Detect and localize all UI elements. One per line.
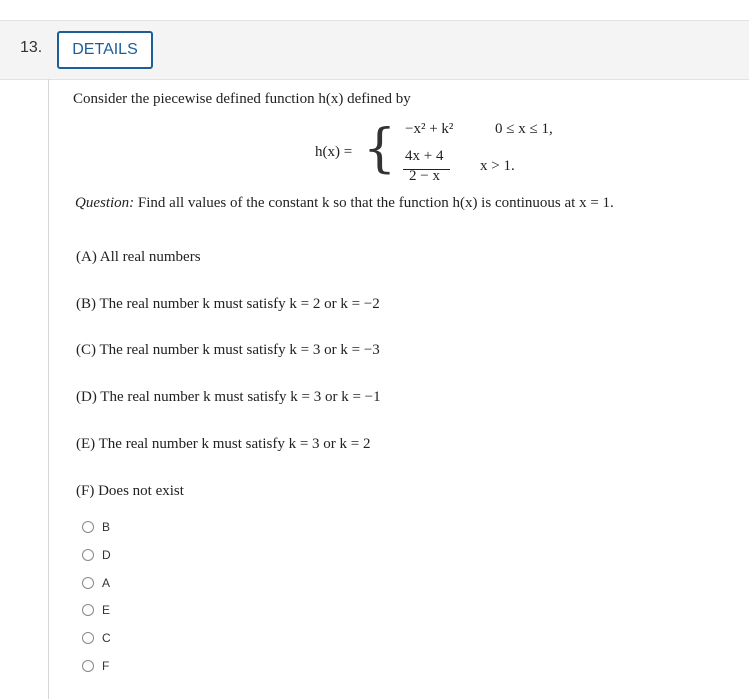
radio-button[interactable] [82, 632, 94, 644]
question-number: 13. [20, 39, 43, 56]
details-button[interactable]: DETAILS [57, 31, 153, 69]
piece1-condition: 0 ≤ x ≤ 1, [495, 121, 553, 137]
option-f: (F) Does not exist [76, 483, 184, 499]
question-line [75, 195, 614, 212]
radio-button[interactable] [82, 604, 94, 616]
choice-f[interactable] [82, 659, 109, 673]
option-e: (E) The real number k must satisfy k = 3 or k = 2 [76, 436, 371, 452]
option-c: (C) The real number k must satisfy k = 3 or k = −3 [76, 342, 380, 358]
choice-d[interactable] [82, 548, 111, 562]
choice-label[interactable]: E [102, 603, 111, 617]
question-text: Find all values of the constant k so that the function h(x) is continuous at x = 1. [137, 195, 614, 211]
option-a: (A) All real numbers [76, 249, 201, 265]
question-header [0, 20, 749, 80]
choice-label[interactable]: B [102, 520, 111, 534]
choice-b[interactable] [82, 520, 110, 534]
piece2-numerator: 4x + 4 [405, 148, 444, 164]
question-content [48, 79, 749, 699]
radio-button[interactable] [82, 549, 94, 561]
choice-a[interactable] [82, 576, 110, 590]
question-label: Question: [75, 195, 135, 211]
problem-intro: Consider the piecewise defined function h(x) defined by [73, 91, 411, 107]
piecewise-brace: { [363, 119, 397, 179]
radio-button[interactable] [82, 577, 94, 589]
piece1-expression: −x² + k² [405, 121, 454, 137]
function-lhs: h(x) = [315, 144, 353, 160]
choice-label[interactable]: D [102, 548, 111, 562]
choice-label[interactable]: F [102, 659, 110, 673]
choice-c[interactable] [82, 631, 111, 645]
radio-button[interactable] [82, 521, 94, 533]
piece2-condition: x > 1. [480, 158, 515, 174]
choice-label[interactable]: C [102, 631, 111, 645]
radio-button[interactable] [82, 660, 94, 672]
choice-label[interactable]: A [102, 576, 111, 590]
choice-e[interactable] [82, 603, 110, 617]
option-b: (B) The real number k must satisfy k = 2 or k = −2 [76, 296, 380, 312]
option-d: (D) The real number k must satisfy k = 3 or k = −1 [76, 389, 381, 405]
piece2-denominator: 2 − x [409, 168, 440, 184]
